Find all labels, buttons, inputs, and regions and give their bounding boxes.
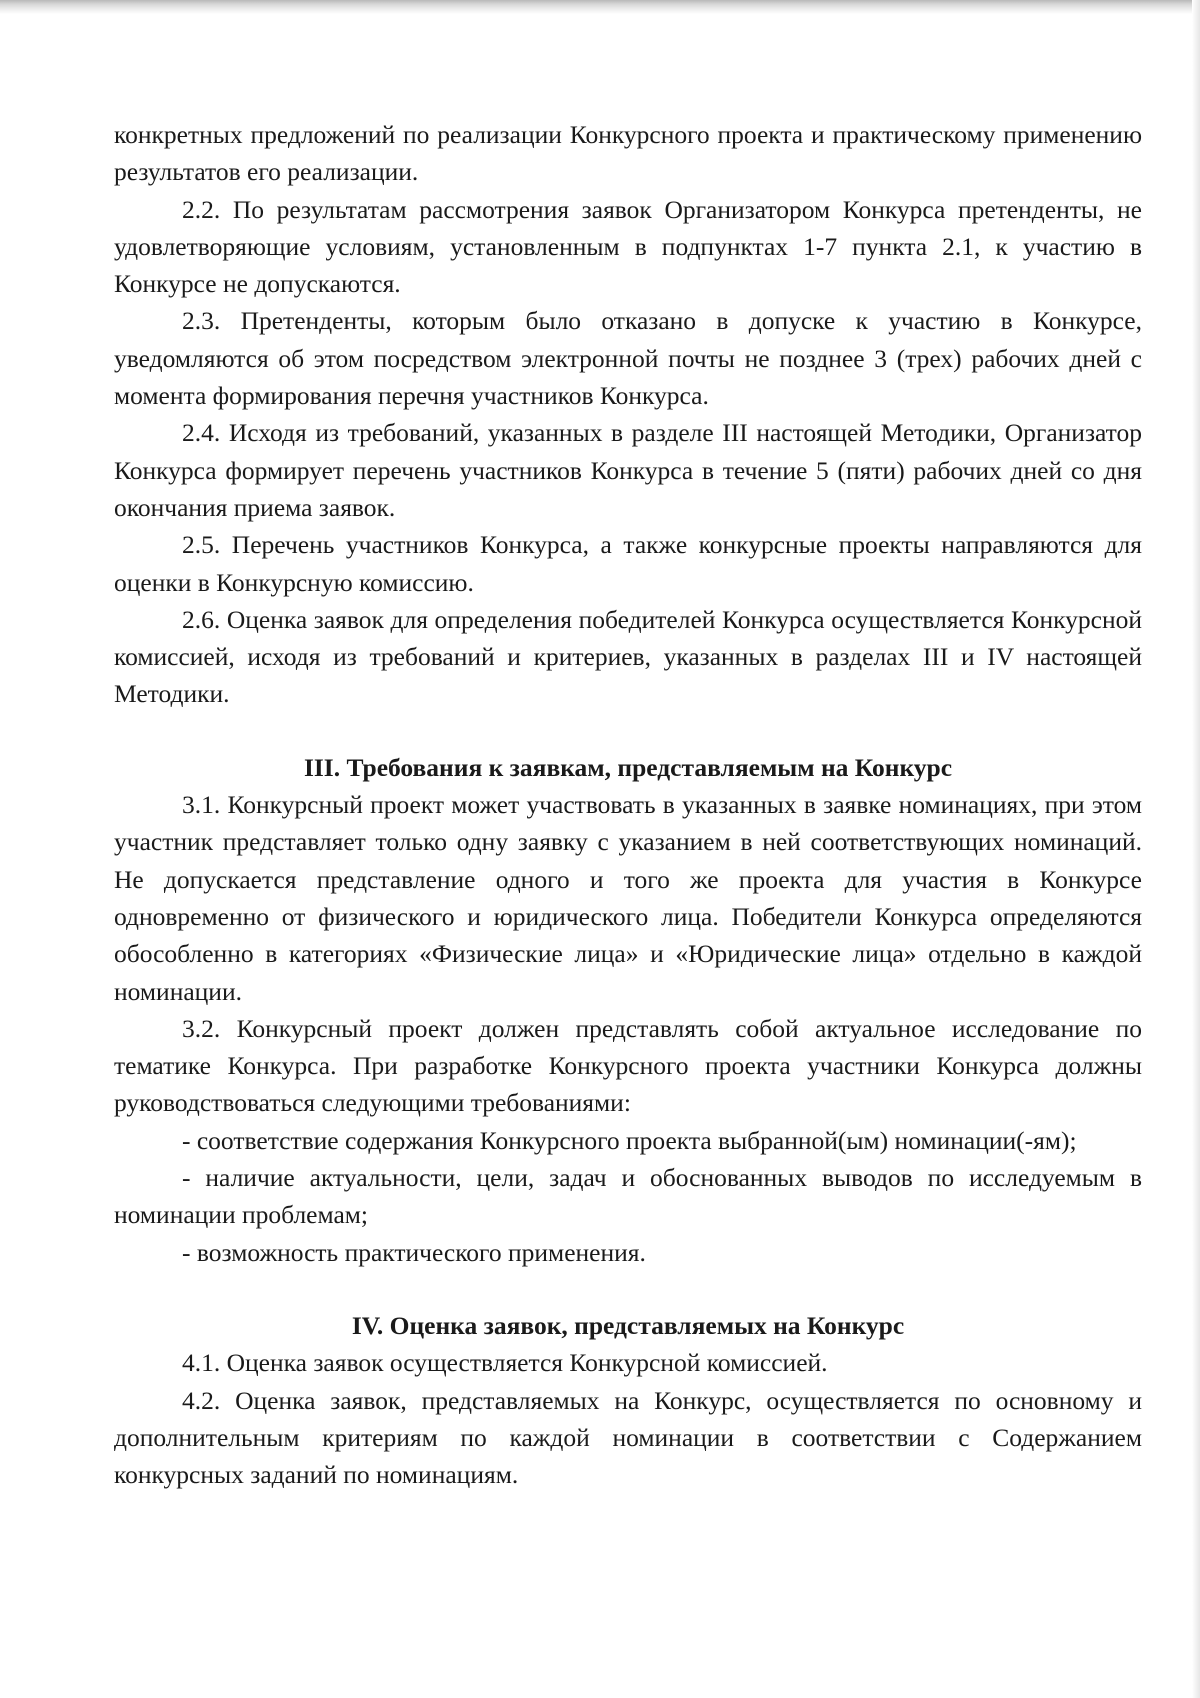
section-4-heading: IV. Оценка заявок, представляемых на Конкурс bbox=[351, 1310, 905, 1340]
paragraph-4-2: 4.2. Оценка заявок, представляемых на Конкурс, осуществляется по основному и дополнительным критериям по каждой номинации в соответствии с Содержанием конкурсных заданий по номинациям. bbox=[114, 1385, 1142, 1490]
paragraph-4-1: 4.1. Оценка заявок осуществляется Конкурсной комиссией. bbox=[182, 1348, 828, 1378]
paragraph-2-6: 2.6. Оценка заявок для определения победителей Конкурса осуществляется Конкурсной комиссией, исходя из требований и критериев, указанных в разделах III и IV настоящей Методики. bbox=[114, 604, 1142, 709]
scan-top-edge bbox=[0, 0, 1200, 14]
paragraph-3-2: 3.2. Конкурсный проект должен представлять собой актуальное исследование по тематике Конкурса. При разработке Конкурсного проекта участники Конкурса должны руководствоваться следующими требованиями: bbox=[114, 1013, 1142, 1118]
paragraph-3-1: 3.1. Конкурсный проект может участвовать в указанных в заявке номинациях, при этом участник представляет только одну заявку с указанием в ней соответствующих номинаций. Не допускается представление одного и того же проекта для участия в Конкурсе одновременно от физического и юридического лица. Победители Конкурса определяются обособленно в категориях «Физические лица» и «Юридические лица» отдельно в каждой номинации. bbox=[114, 790, 1142, 1006]
requirement-item: - наличие актуальности, цели, задач и обоснованных выводов по исследуемым в номинации проблемам; bbox=[114, 1163, 1142, 1230]
requirement-item: - соответствие содержания Конкурсного проекта выбранной(ым) номинации(-ям); bbox=[182, 1125, 1077, 1155]
paragraph-2-2: 2.2. По результатам рассмотрения заявок Организатором Конкурса претенденты, не удовлетворяющие условиям, установленным в подпунктах 1-7 пункта 2.1, к участию в Конкурсе не допускаются. bbox=[114, 194, 1142, 299]
section-3-heading: III. Требования к заявкам, представляемым на Конкурс bbox=[303, 752, 953, 782]
requirement-item: - возможность практического применения. bbox=[182, 1237, 646, 1267]
paragraph-2-3: 2.3. Претенденты, которым было отказано в допуске к участию в Конкурсе, уведомляются об этом посредством электронной почты не позднее 3 (трех) рабочих дней с момента формирования перечня участников Конкурса. bbox=[114, 306, 1142, 411]
paragraph-2-4: 2.4. Исходя из требований, указанных в разделе III настоящей Методики, Организатор Конкурса формирует перечень участников Конкурса в течение 5 (пяти) рабочих дней со дня окончания приема заявок. bbox=[114, 418, 1142, 522]
document-page bbox=[114, 116, 1142, 1493]
scan-right-edge bbox=[1192, 0, 1200, 1698]
continuation-paragraph: конкретных предложений по реализации Конкурсного проекта и практическому применению результатов его реализации. bbox=[114, 120, 1142, 187]
paragraph-2-5: 2.5. Перечень участников Конкурса, а также конкурсные проекты направляются для оценки в Конкурсную комиссию. bbox=[114, 530, 1142, 597]
